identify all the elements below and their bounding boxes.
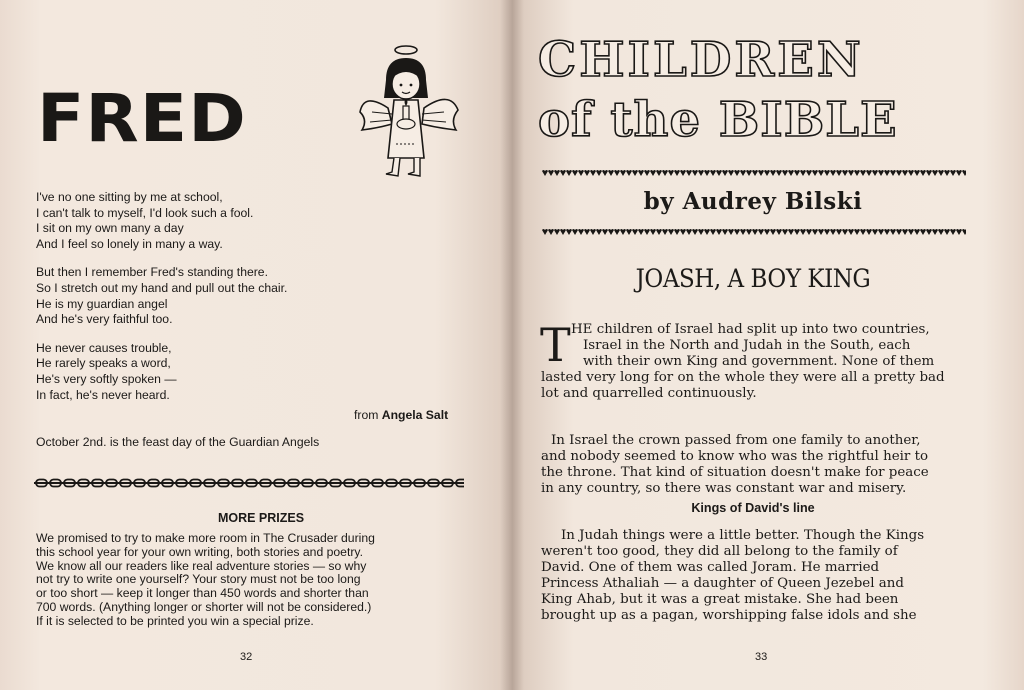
ornament-heart (818, 170, 824, 176)
ornament-heart (938, 229, 944, 235)
poem-line: But then I remember Fred's standing there. (36, 265, 268, 280)
ornament-heart (914, 229, 920, 235)
ornament-heart (572, 229, 578, 235)
ornament-heart (740, 229, 746, 235)
paragraph-line: the throne. That kind of situation doesn't make for peace (541, 464, 929, 480)
ornament-heart (650, 170, 656, 176)
ornament-heart (554, 170, 560, 176)
paragraph-line: or too short — keep it longer than 450 words and shorter than (36, 586, 369, 601)
ornament-heart (908, 229, 914, 235)
ornament-heart (602, 229, 608, 235)
ornament-heart (962, 229, 966, 235)
ornament-heart (614, 229, 620, 235)
poem-line: In fact, he's never heard. (36, 387, 170, 402)
paragraph-line: and nobody seemed to know who was the rightful heir to (541, 448, 929, 464)
poem-line: He rarely speaks a word, (36, 356, 171, 371)
ornament-heart (860, 229, 866, 235)
ornament-heart (770, 229, 776, 235)
ornament-heart (620, 229, 626, 235)
ornament-rule-bottom (540, 228, 966, 236)
ornament-heart (770, 170, 776, 176)
ornament-heart (782, 229, 788, 235)
paragraph-line: Princess Athaliah — a daughter of Queen Jezebel and (541, 575, 904, 591)
ornament-heart (956, 170, 962, 176)
paragraph-line: In Israel the crown passed from one family to another, (551, 433, 921, 448)
ornament-heart (650, 229, 656, 235)
ornament-heart (848, 229, 854, 235)
ornament-heart (668, 170, 674, 176)
poem-stanza (36, 265, 356, 327)
ornament-heart (890, 170, 896, 176)
paragraph-line: weren't too good, they did all belong to the family of (541, 543, 898, 559)
ornament-heart (866, 229, 872, 235)
ornament-heart (644, 229, 650, 235)
ornament-heart (692, 170, 698, 176)
prizes-paragraph (36, 532, 466, 629)
ornament-heart (692, 229, 698, 235)
ornament-heart (902, 229, 908, 235)
ornament-heart (962, 170, 966, 176)
ornament-heart (854, 170, 860, 176)
ornament-heart (830, 170, 836, 176)
ornament-heart (656, 229, 662, 235)
paragraph-line: King Ahab, but it was a great mistake. She had been (541, 591, 899, 607)
poem-line: He never causes trouble, (36, 340, 172, 355)
ornament-heart (662, 170, 668, 176)
poem-line: And he's very faithful too. (36, 312, 173, 327)
ornament-heart (782, 170, 788, 176)
ornament-heart (704, 170, 710, 176)
ornament-heart (716, 229, 722, 235)
ornament-heart (932, 229, 938, 235)
poem-line: I've no one sitting by me at school, (36, 190, 223, 204)
paragraph-line: 700 words. (Anything longer or shorter will not be considered.) (36, 599, 372, 614)
ornament-heart (626, 229, 632, 235)
ornament-heart (734, 229, 740, 235)
ornament-heart (638, 170, 644, 176)
ornament-heart (758, 229, 764, 235)
ornament-heart (830, 229, 836, 235)
poem-stanza (36, 341, 356, 403)
author-prefix: from (354, 408, 379, 422)
ornament-heart (836, 229, 842, 235)
ornament-heart (776, 170, 782, 176)
ornament-heart (728, 229, 734, 235)
ornament-heart (548, 229, 554, 235)
ornament-heart (884, 229, 890, 235)
paragraph-line: HE children of Israel had split up into two countries, (571, 322, 930, 337)
poem (36, 190, 356, 416)
chain-divider (34, 478, 464, 488)
ornament-heart (866, 170, 872, 176)
ornament-heart (896, 229, 902, 235)
poem-line: So I stretch out my hand and pull out the chair. (36, 280, 288, 295)
ornament-heart (668, 229, 674, 235)
ornament-heart (638, 229, 644, 235)
ornament-heart (872, 229, 878, 235)
ornament-heart (902, 170, 908, 176)
ornament-heart (848, 170, 854, 176)
ornament-heart (662, 229, 668, 235)
series-title-line2: of the BIBLE (538, 92, 898, 148)
ornament-rule-top (540, 169, 966, 177)
ornament-heart (878, 170, 884, 176)
ornament-heart (566, 229, 572, 235)
paragraph-line: lot and quarrelled continuously. (541, 385, 757, 401)
ornament-heart (542, 170, 548, 176)
ornament-heart (944, 170, 950, 176)
ornament-heart (710, 229, 716, 235)
paragraph-line: with their own King and government. None of them (583, 353, 935, 369)
ornament-heart (734, 170, 740, 176)
ornament-heart (596, 229, 602, 235)
paragraph-line: We know all our readers like real adventure stories — so why (36, 558, 367, 573)
ornament-heart (794, 229, 800, 235)
paragraph-line: In Judah things were a little better. Though the Kings (561, 528, 925, 543)
ornament-heart (566, 170, 572, 176)
ornament-heart (752, 170, 758, 176)
author-name: Angela Salt (381, 408, 449, 422)
ornament-heart (836, 170, 842, 176)
ornament-heart (938, 170, 944, 176)
ornament-heart (626, 170, 632, 176)
ornament-heart (920, 170, 926, 176)
poem-line: He's very softly spoken — (36, 371, 177, 386)
ornament-heart (920, 229, 926, 235)
ornament-heart (680, 170, 686, 176)
poem-line: I can't talk to myself, I'd look such a fool. (36, 205, 254, 220)
ornament-heart (632, 229, 638, 235)
ornament-heart (872, 170, 878, 176)
poem-line: He is my guardian angel (36, 296, 168, 311)
ornament-heart (656, 170, 662, 176)
ornament-heart (686, 170, 692, 176)
ornament-heart (686, 229, 692, 235)
ornament-heart (560, 170, 566, 176)
ornament-heart (614, 170, 620, 176)
ornament-heart (842, 229, 848, 235)
ornament-heart (698, 170, 704, 176)
paragraph-line: If it is selected to be printed you win a special prize. (36, 613, 314, 628)
ornament-heart (746, 170, 752, 176)
angel-illustration (358, 40, 462, 185)
paragraph-line: brought up as a pagan, worshipping false idols and she (541, 607, 917, 623)
ornament-heart (950, 229, 956, 235)
poem-stanza (36, 190, 356, 252)
ornament-heart (704, 229, 710, 235)
paragraph-line: David. One of them was called Joram. He married (541, 559, 880, 575)
ornament-heart (812, 229, 818, 235)
book-gutter (500, 0, 524, 690)
ornament-heart (752, 229, 758, 235)
ornament-heart (584, 170, 590, 176)
ornament-heart (590, 170, 596, 176)
ornament-heart (806, 170, 812, 176)
series-title-line1: CHILDREN (538, 32, 864, 88)
ornament-heart (560, 229, 566, 235)
story-paragraph-1 (540, 318, 967, 402)
ornament-heart (824, 170, 830, 176)
ornament-heart (764, 229, 770, 235)
page-number: 33 (755, 651, 768, 663)
section-heading: MORE PRIZES (217, 511, 305, 525)
ornament-heart (620, 170, 626, 176)
ornament-heart (608, 229, 614, 235)
ornament-heart (590, 229, 596, 235)
ornament-heart (644, 170, 650, 176)
ornament-heart (908, 170, 914, 176)
ornament-heart (764, 170, 770, 176)
feast-day-note: October 2nd. is the feast day of the Guardian Angels (36, 435, 320, 449)
ornament-heart (944, 229, 950, 235)
ornament-heart (602, 170, 608, 176)
ornament-heart (674, 170, 680, 176)
ornament-heart (542, 229, 548, 235)
ornament-heart (884, 170, 890, 176)
ornament-heart (926, 170, 932, 176)
ornament-heart (956, 229, 962, 235)
ornament-heart (746, 229, 752, 235)
ornament-heart (788, 229, 794, 235)
ornament-heart (806, 229, 812, 235)
ornament-heart (926, 229, 932, 235)
story-subheading: Kings of David's line (691, 501, 815, 515)
ornament-heart (698, 229, 704, 235)
paragraph-line: lasted very long for on the whole they were all a pretty bad (541, 369, 945, 385)
paragraph-line: Israel in the North and Judah in the South, each (583, 337, 911, 353)
ornament-heart (548, 170, 554, 176)
ornament-heart (632, 170, 638, 176)
ornament-heart (608, 170, 614, 176)
ornament-heart (800, 170, 806, 176)
ornament-heart (932, 170, 938, 176)
ornament-heart (722, 170, 728, 176)
ornament-heart (578, 229, 584, 235)
ornament-heart (896, 170, 902, 176)
ornament-heart (878, 229, 884, 235)
ornament-heart (794, 170, 800, 176)
poem-line: And I feel so lonely in many a way. (36, 236, 223, 251)
ornament-heart (800, 229, 806, 235)
ornament-heart (584, 229, 590, 235)
ornament-heart (572, 170, 578, 176)
ornament-heart (824, 229, 830, 235)
ornament-heart (554, 229, 560, 235)
ornament-heart (860, 170, 866, 176)
ornament-heart (842, 170, 848, 176)
poem-line: I sit on my own many a day (36, 221, 184, 236)
ornament-heart (758, 170, 764, 176)
story-title: JOASH, A BOY KING (635, 264, 871, 293)
ornament-heart (674, 229, 680, 235)
ornament-heart (716, 170, 722, 176)
ornament-heart (950, 170, 956, 176)
page-title: FRED (37, 80, 247, 157)
ornament-heart (854, 229, 860, 235)
drop-cap: T (540, 318, 571, 372)
ornament-heart (818, 229, 824, 235)
paragraph-line: this school year for your own writing, both stories and poetry. (36, 544, 363, 559)
ornament-heart (578, 170, 584, 176)
ornament-heart (710, 170, 716, 176)
ornament-heart (914, 170, 920, 176)
poem-author (354, 408, 448, 422)
page-number: 32 (240, 651, 253, 663)
paragraph-line: in any country, so there was constant war and misery. (541, 480, 907, 496)
story-paragraph-3 (541, 528, 967, 623)
story-paragraph-2 (541, 433, 967, 497)
paragraph-line: We promised to try to make more room in The Crusader during (36, 531, 375, 545)
ornament-heart (812, 170, 818, 176)
ornament-heart (596, 170, 602, 176)
ornament-heart (788, 170, 794, 176)
ornament-heart (776, 229, 782, 235)
ornament-heart (740, 170, 746, 176)
byline: by Audrey Bilski (643, 188, 863, 215)
ornament-heart (728, 170, 734, 176)
paragraph-line: not try to write one yourself? Your story must not be too long (36, 572, 361, 587)
ornament-heart (722, 229, 728, 235)
ornament-heart (890, 229, 896, 235)
ornament-heart (680, 229, 686, 235)
